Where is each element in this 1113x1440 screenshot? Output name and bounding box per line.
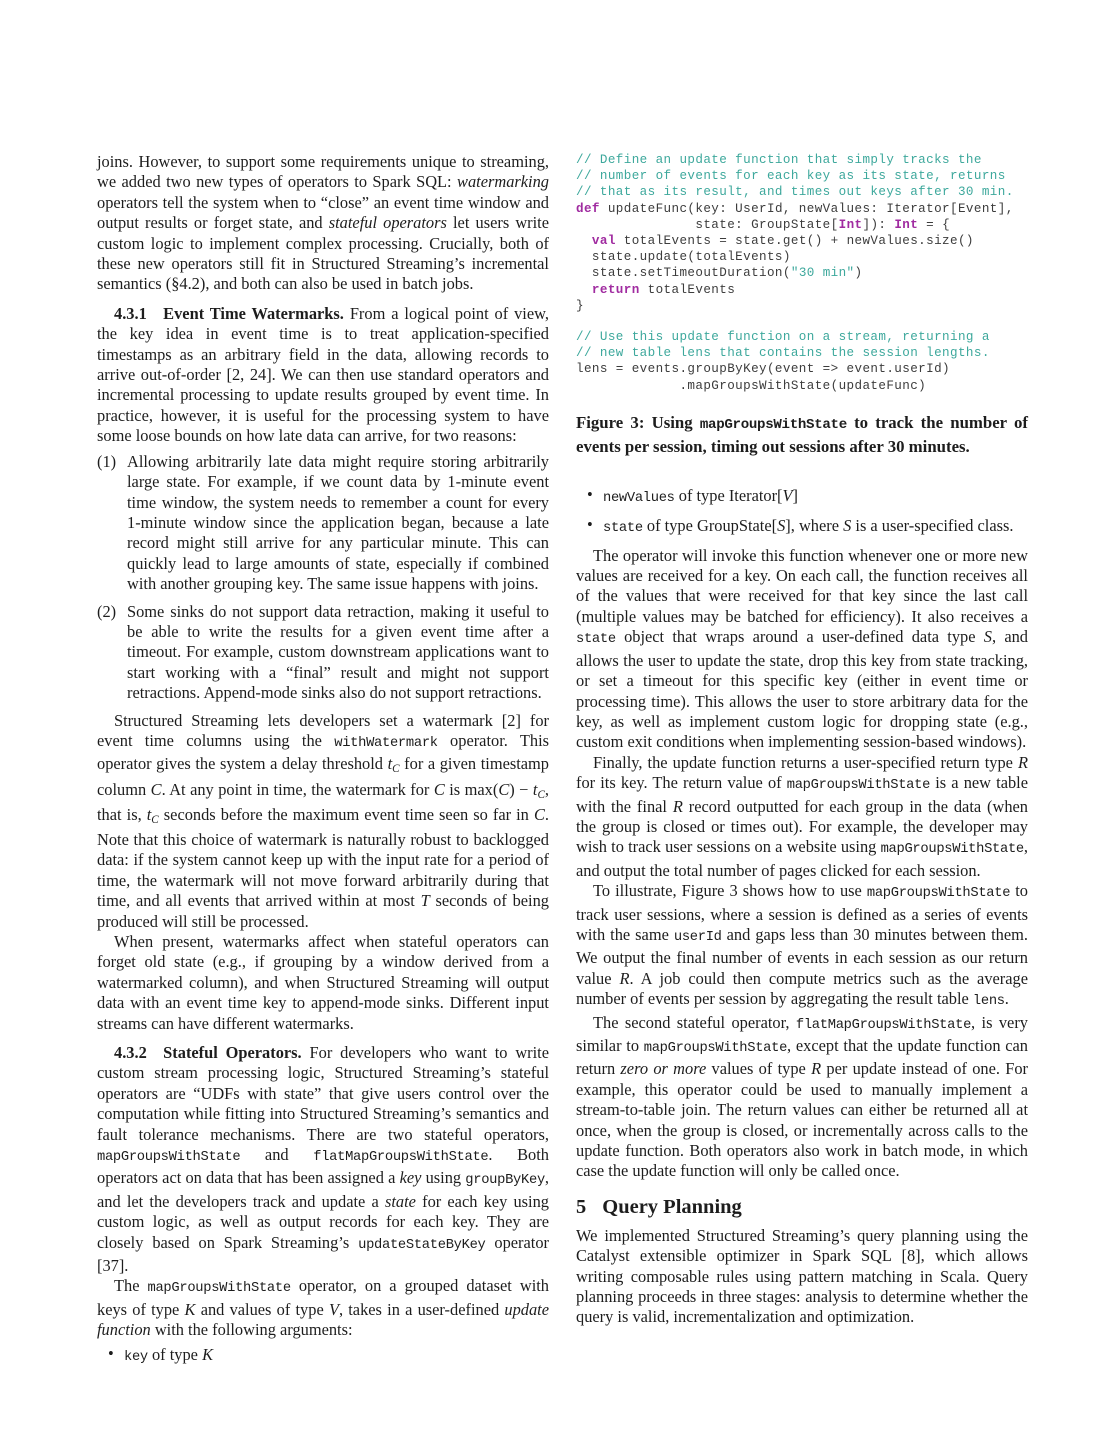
list-item-2-marker: (2) [97,601,117,621]
bullet-item-state-text: state of type GroupState[S], where S is a user-specified class. [603,516,1014,537]
bullet-item-newvalues-text: newValues of type Iterator[V] [603,485,798,506]
paragraph-flatmapgroupswithstate: The second stateful operator, flatMapGroupsWithState, is very similar to mapGroupsWithState, except that the update function can return zero or more values of type R per update instead of one. For example, this operator could be used to manually implement a stream-to-table join. The return values can either be returned all at once, when the group is closed, or incrementally across calls to the update function. Both operators also work in batch mode, in which case the update function will only be called once. [576,1012,1029,1181]
section-title: Query Planning [602,1195,742,1218]
bullet-icon: • [108,1343,114,1363]
list-item-2 [97,602,549,704]
paragraph-continuation-joins: joins. However, to support some requirements unique to streaming, we added two new types of operators to Spark SQL: watermarking operators tell the system when to “close” an event time window and output results or forget state, and stateful operators let users write custom logic to implement complex processing. Crucially, both of these new operators still fit in Structured Streaming’s incremental semantics (§4.2), and both can also be used in batch jobs. [97,152,549,294]
numbered-list-late-data-reasons [97,452,549,704]
left-column [97,152,549,1368]
paragraph-watermark-definition: Structured Streaming lets developers set a watermark [2] for event time columns using the withWatermark operator. This operator gives the system a delay threshold tC for a given timestamp column C. At any point in time, the watermark for C is max(C) − tC, that is, tC seconds before the maximum event time seen so far in C. Note that this choice of watermark is naturally robust to backlogged data: if the system cannot keep up with the input rate for a period of time, the watermark will not move forward arbitrarily during that time, and all events that arrived within at most T seconds of being produced will still be processed. [97,710,550,931]
bullet-icon: • [587,484,593,504]
section-heading-5-query-planning [576,1195,1028,1219]
subsection-4-3-2-stateful-operators: 4.3.2 Stateful Operators. For developers who want to write custom stream processing logic, Structured Streaming’s stateful operators are “UDFs with state” that give users control over the computation while fitting into Structured Streaming’s semantics and fault tolerance mechanisms. There are two stateful operators, mapGroupsWithState and flatMapGroupsWithState. Both operators act on data that has been assigned a key using groupByKey, and let the developers track and update a state for each key using custom logic, as well as output records for each key. They are closely based on Spark Streaming’s updateStateByKey operator [37]. [97,1043,550,1276]
subsection-4-3-1-event-time-watermarks: 4.3.1 Event Time Watermarks. From a logical point of view, the key idea in event time is to treat application-specified timestamps as an arbitrary field in the data, allowing records to arrive out-of-order [2, 24]. We can then use standard operators and incremental processing to update results grouped by event time. In practice, however, it is useful for the processing system to have some loose bounds on how late data can arrive, for two reasons: [97,303,549,446]
list-item-1 [97,452,549,595]
paragraph-query-planning-intro: We implemented Structured Streaming’s query planning using the Catalyst extensible optimizer in Spark SQL [8], which allows writing composable rules using pattern matching in Scala. Query planning proceeds in three stages: analysis to determine whether the query is valid, incrementalization and optimization. [576,1225,1028,1327]
section-number: 5 [576,1195,587,1218]
right-column [576,152,1028,1328]
figure-3-caption: Figure 3: Using mapGroupsWithState to track the number of events per session, timing out sessions after 30 minutes. [576,412,1028,457]
code-listing-update-function: // Define an update function that simply tracks the // number of events for each key as its state, returns // that as its result, and times out keys after 30 min. def updateFunc(key: UserId, newValues: Iterator[Event], state: GroupState[Int]): Int = { val totalEvents = state.get() + newValues.size() state.update(totalEvents) state.setTimeoutDuration("30 min") return totalEvents } [576,153,1014,313]
list-item-2-text: Some sinks do not support data retraction, making it useful to be able to write the results for a given event time after a timeout. For example, custom downstream applications want to start working with a “final” result and might not support retractions. Append-mode sinks also do not support retractions. [127,601,549,703]
list-item-1-text: Allowing arbitrarily late data might require storing arbitrarily large state. For example, if we count data by 1-minute event time window, the system needs to remember a count for every 1-minute window since the application began, because a late record might still arrive for any particular minute. This can quickly lead to large amounts of state, especially if combined with another grouping key. The same issue happens with joins. [127,451,549,594]
list-item-1-marker: (1) [97,451,117,471]
paragraph-return-type: Finally, the update function returns a user-specified return type R for its key. The return value of mapGroupsWithState is a new table with the final R record outputted for each group in the data (when the group is closed or times out). For example, the developer may wish to track user sessions on a website using mapGroupsWithState, and output the total number of pages clicked for each session. [576,752,1028,880]
paragraph-watermark-effects: When present, watermarks affect when stateful operators can forget old state (e.g., if grouping by a window derived from a watermarked column), and when Structured Streaming will output data with an event time key to append-mode sinks. Different input streams can have different watermarks. [97,931,549,1033]
bullet-item-key-text: key of type K [124,1344,213,1365]
paragraph-figure3-illustration: To illustrate, Figure 3 shows how to use mapGroupsWithState to track user sessions, where a session is defined as a series of events with the same userId and gaps less than 30 minutes between them. We output the final number of events in each session as our return value R. A job could then compute metrics such as the average number of events per session by aggregating the result table lens. [576,881,1028,1010]
paragraph-mapgroupswithstate-signature: The mapGroupsWithState operator, on a grouped dataset with keys of type K and values of type V, takes in a user-defined update function with the following arguments: [97,1276,549,1340]
code-listing-stream-usage: // Use this update function on a stream, returning a // new table lens that contains the session lengths. lens = events.groupByKey(event => event.userId) .mapGroupsWithState(updateFunc) [576,330,990,393]
bullet-item-state [576,516,1028,539]
bullet-icon: • [587,515,593,535]
bullet-item-key [97,1345,549,1368]
paragraph-operator-invocation: The operator will invoke this function whenever one or more new values are received for a key. On each call, the function receives all of the values that were received for that key since the last call (multiple values may be batched for efficiency). It also receives a state object that wraps around a user-defined data type S, and allows the user to update the state, drop this key from state tracking, or set a timeout for this specific key (either in event time or processing time). This allows the user to store arbitrary data for the key, as well as implement custom logic for dropping state (e.g., custom exit conditions when implementing session-based windows). [576,545,1028,752]
bullet-item-newvalues [576,486,1028,509]
